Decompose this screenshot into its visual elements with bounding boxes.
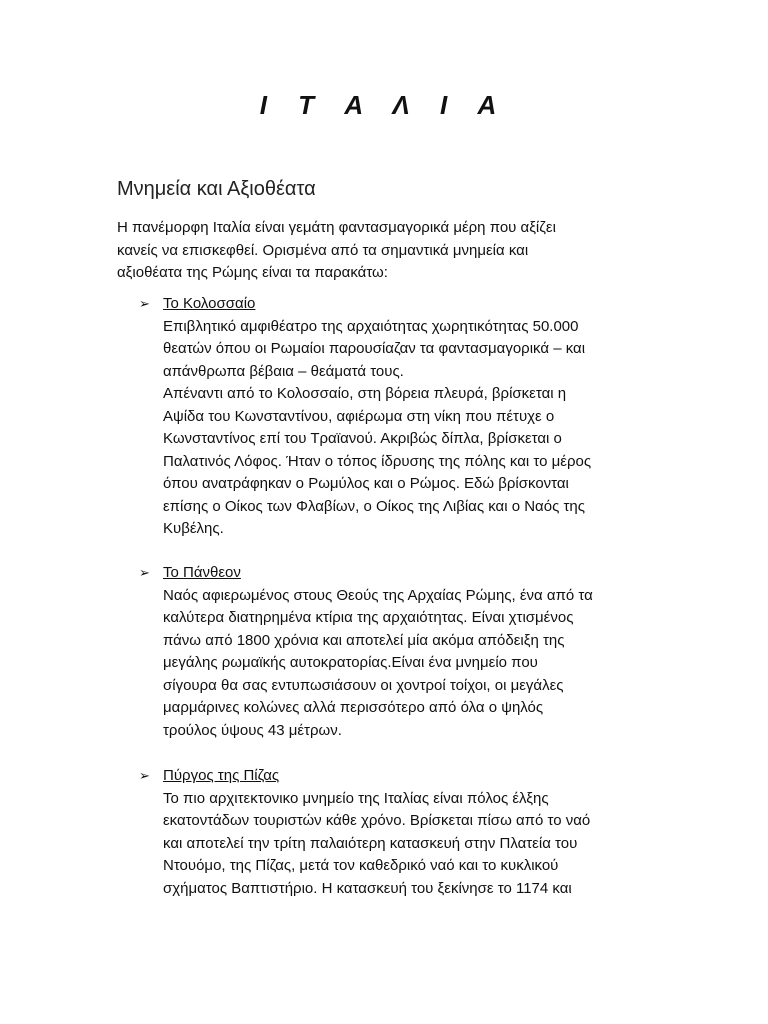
list-item-header: [139, 562, 659, 585]
body-line: Απέναντι από το Κολοσσαίο, στη βόρεια πλευρά, βρίσκεται η: [163, 385, 567, 402]
body-line: και αποτελεί την τρίτη παλαιότερη κατασκευή στην Πλατεία του: [163, 834, 578, 852]
list-item-body: [163, 316, 659, 541]
body-line: τρούλος ύψους 43 μέτρων.: [163, 721, 342, 739]
list-item-title: Το Κολοσσαίο: [163, 295, 256, 312]
arrow-bullet-icon: ➢: [139, 296, 150, 311]
body-line: όπου ανατράφηκαν ο Ρωμύλος και ο Ρώμος. Εδώ βρίσκονται: [163, 475, 569, 492]
intro-line: αξιοθέατα της Ρώμης είναι τα παρακάτω:: [117, 264, 388, 281]
body-line: θεατών όπου οι Ρωμαίοι παρουσίαζαν τα φαντασμαγορικά – και: [163, 340, 586, 357]
body-line: μαρμάρινες κολώνες αλλά περισσότερο από όλα ο ψηλός: [163, 699, 544, 716]
body-line: Επιβλητικό αμφιθέατρο της αρχαιότητας χωρητικότητας 50.000: [163, 317, 579, 335]
list-item-body: [163, 585, 659, 743]
body-line: Κωνσταντίνος επί του Τραϊανού. Ακριβώς δίπλα, βρίσκεται ο: [163, 430, 562, 447]
body-line: μεγάλης ρωμαϊκής αυτοκρατορίας.Είναι ένα μνημείο που: [163, 654, 538, 671]
arrow-bullet-icon: ➢: [139, 768, 150, 783]
body-line: Παλατινός Λόφος. Ήταν ο τόπος ίδρυσης της πόλης και το μέρος: [163, 452, 592, 470]
list-item-body: [163, 788, 659, 901]
body-line: επίσης ο Οίκος των Φλαβίων, ο Οίκος της Λιβίας και ο Ναός της: [163, 497, 585, 515]
body-line: Κυβέλης.: [163, 520, 224, 537]
list-item-title: Το Πάνθεον: [163, 564, 241, 581]
body-line: σχήματος Βαπτιστήριο. Η κατασκευή του ξεκίνησε το 1174 και: [163, 879, 572, 897]
intro-paragraph: [117, 217, 657, 285]
arrow-bullet-icon: ➢: [139, 565, 150, 580]
body-line: καλύτερα διατηρημένα κτίρια της αρχαιότητας. Είναι χτισμένος: [163, 609, 574, 626]
body-line: πάνω από 1800 χρόνια και αποτελεί μία ακόμα απόδειξη της: [163, 631, 565, 649]
list-item-header: [139, 293, 659, 316]
list-item-colosseum: [139, 293, 659, 541]
list-item-header: [139, 765, 659, 788]
body-line: Ναός αφιερωμένος στους Θεούς της Αρχαίας Ρώμης, ένα από τα: [163, 586, 593, 604]
body-line: απάνθρωπα βέβαια – θεάματά τους.: [163, 362, 404, 380]
list-item-pisa-tower: [139, 765, 659, 900]
body-line: σίγουρα θα σας εντυπωσιάσουν οι χοντροί τοίχοι, οι μεγάλες: [163, 676, 564, 694]
intro-line: Η πανέμορφη Ιταλία είναι γεμάτη φαντασμαγορικά μέρη που αξίζει: [117, 219, 556, 236]
intro-line: κανείς να επισκεφθεί. Ορισμένα από τα σημαντικά μνημεία και: [117, 241, 529, 259]
section-heading: Μνημεία και Αξιοθέατα: [117, 178, 316, 200]
body-line: Αψίδα του Κωνσταντίνου, αφιέρωμα στη νίκη που πέτυχε ο: [163, 407, 555, 425]
body-line: Το πιο αρχιτεκτονικο μνημείο της Ιταλίας είναι πόλος έλξης: [163, 789, 549, 807]
list-item-title: Πύργος της Πίζας: [163, 767, 280, 784]
page-title: Ι Τ Α Λ Ι Α: [259, 90, 509, 120]
body-line: εκατοντάδων τουριστών κάθε χρόνο. Βρίσκεται πίσω από το ναό: [163, 812, 591, 829]
list-item-pantheon: [139, 562, 659, 742]
body-line: Ντουόμο, της Πίζας, μετά τον καθεδρικό ναό και το κυκλικού: [163, 857, 559, 874]
